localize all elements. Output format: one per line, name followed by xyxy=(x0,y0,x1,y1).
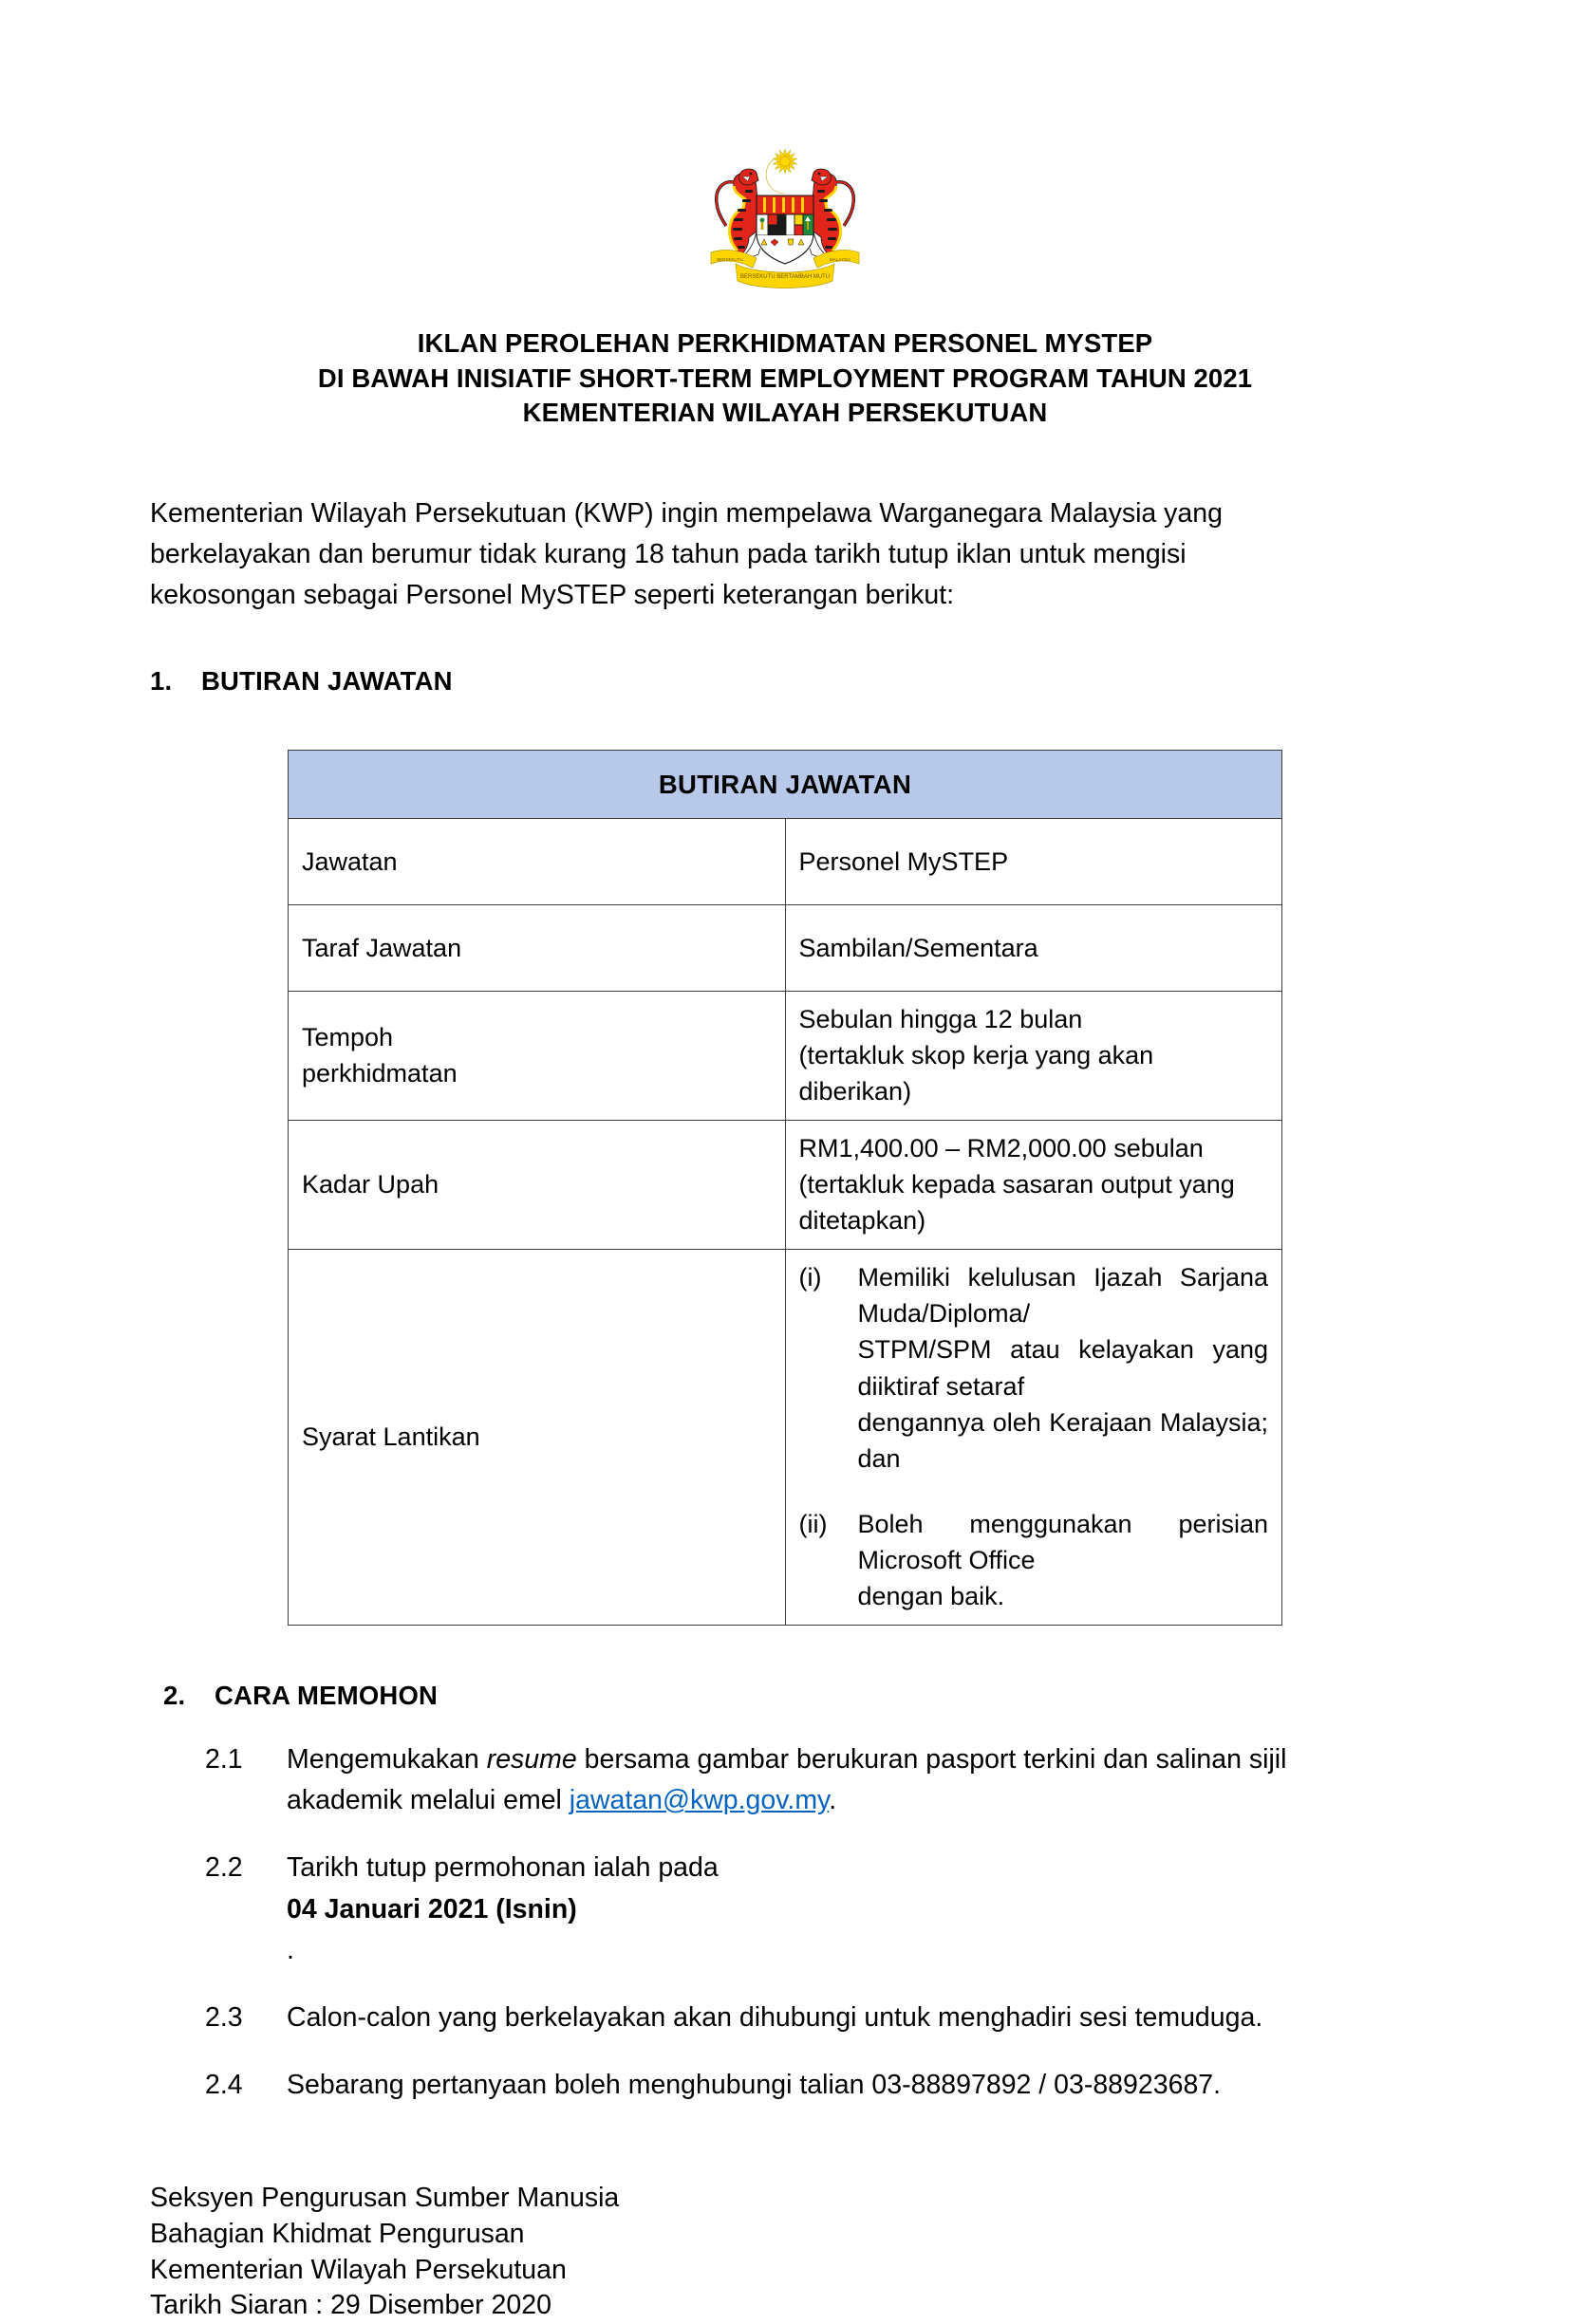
row-value-syarat-lantikan xyxy=(785,1249,1282,1625)
syarat-2-line-1: Boleh menggunakan perisian Microsoft Office xyxy=(857,1509,1268,1574)
item-2-1-line-1 xyxy=(287,1739,1420,1780)
emblem-container xyxy=(150,0,1420,292)
footer-line-3: Kementerian Wilayah Persekutuan xyxy=(150,2254,567,2285)
item-2-1-text-b: bersama gambar berukuran pasport terkini dan salinan sijil xyxy=(576,1743,1287,1775)
row-value-kadar-line-2: (tertakluk kepada sasaran output yang ditetapkan) xyxy=(798,1169,1235,1236)
item-2-2-text-b: . xyxy=(287,1934,294,1965)
title-line-1: IKLAN PEROLEHAN PERKHIDMATAN PERSONEL MYSTEP xyxy=(417,328,1153,358)
butiran-jawatan-table-container xyxy=(150,750,1420,1626)
syarat-2-line-2: dengan baik. xyxy=(857,1582,1005,1611)
row-value-taraf-jawatan: Sambilan/Sementara xyxy=(785,904,1282,991)
intro-line-2: berkelayakan dan berumur tidak kurang 18 tahun pada tarikh tutup iklan untuk mengisi xyxy=(150,539,1187,569)
section-heading-cara-memohon xyxy=(150,1681,1420,1711)
table-row xyxy=(289,904,1282,991)
syarat-1-line-2: STPM/SPM atau kelayakan yang diiktiraf setaraf xyxy=(857,1335,1268,1401)
title-line-3: KEMENTERIAN WILAYAH PERSEKUTUAN xyxy=(522,398,1048,428)
section-1-label: BUTIRAN JAWATAN xyxy=(201,665,453,696)
title-line-2: DI BAWAH INISIATIF SHORT-TERM EMPLOYMENT PROGRAM TAHUN 2021 xyxy=(317,363,1253,393)
item-2-1-line2-b: . xyxy=(829,1784,837,1815)
item-2-1-line2-a: akademik melalui emel xyxy=(287,1784,570,1815)
item-2-1-resume-word: resume xyxy=(486,1743,577,1775)
row-label-jawatan: Jawatan xyxy=(289,818,786,904)
row-value-tempoh-line-2: (tertakluk skop kerja yang akan diberikan) xyxy=(798,1041,1154,1106)
table-header-cell: BUTIRAN JAWATAN xyxy=(289,750,1282,818)
row-value-kadar-line-1: RM1,400.00 – RM2,000.00 sebulan xyxy=(798,1133,1204,1162)
table-row xyxy=(289,1249,1282,1625)
syarat-item xyxy=(799,1506,1269,1615)
syarat-1-line-1: Memiliki kelulusan Ijazah Sarjana Muda/Diploma/ xyxy=(857,1262,1268,1328)
row-label-syarat-lantikan: Syarat Lantikan xyxy=(289,1249,786,1625)
syarat-item-text-2 xyxy=(858,1506,1269,1615)
svg-text:MALAYSIA: MALAYSIA xyxy=(829,257,851,262)
item-2-1-line-2 xyxy=(287,1780,1420,1821)
svg-text:BERSEKUTU: BERSEKUTU xyxy=(717,257,743,262)
item-2-2-closing-date: 04 Januari 2021 (Isnin) xyxy=(287,1893,577,1924)
cara-memohon-list xyxy=(150,1739,1420,2107)
row-value-tempoh-line-1: Sebulan hingga 12 bulan xyxy=(798,1004,1083,1033)
document-footer xyxy=(150,2181,1420,2324)
footer-line-1: Seksyen Pengurusan Sumber Manusia xyxy=(150,2182,620,2213)
item-number-2-1: 2.1 xyxy=(205,1743,243,1775)
intro-line-3: kekosongan sebagai Personel MySTEP seperti keterangan berikut: xyxy=(150,580,955,611)
list-item xyxy=(205,2065,1420,2106)
table-row xyxy=(289,1120,1282,1249)
intro-paragraph xyxy=(150,493,1420,617)
section-1-number: 1. xyxy=(150,665,173,696)
row-value-tempoh-perkhidmatan xyxy=(785,991,1282,1120)
item-number-2-2: 2.2 xyxy=(205,1852,243,1884)
shield xyxy=(757,195,813,264)
row-label-tempoh-perkhidmatan xyxy=(289,991,786,1120)
syarat-1-line-3: dengannya oleh Kerajaan Malaysia; dan xyxy=(857,1407,1268,1474)
row-label-tempoh-line-1: Tempoh xyxy=(302,1022,394,1051)
item-2-2-text-a: Tarikh tutup permohonan ialah pada xyxy=(287,1852,719,1884)
item-number-2-4: 2.4 xyxy=(205,2070,243,2101)
tiger-left xyxy=(717,169,762,258)
section-heading-butiran-jawatan xyxy=(150,666,1420,697)
section-2-number: 2. xyxy=(163,1680,186,1710)
intro-line-1: Kementerian Wilayah Persekutuan (KWP) ingin mempelawa Warganegara Malaysia yang xyxy=(150,497,1223,529)
section-2-label: CARA MEMOHON xyxy=(215,1680,439,1710)
table-header-row xyxy=(289,750,1282,818)
page-title xyxy=(150,326,1420,431)
syarat-item xyxy=(799,1259,1269,1478)
jata-negara-emblem-icon xyxy=(690,140,880,292)
row-label-tempoh-line-2: perkhidmatan xyxy=(302,1059,458,1088)
table-row xyxy=(289,991,1282,1120)
tiger-right xyxy=(808,169,853,258)
row-value-jawatan: Personel MySTEP xyxy=(785,818,1282,904)
syarat-item-text-1 xyxy=(858,1259,1269,1478)
item-text-2-3: Calon-calon yang berkelayakan akan dihubungi untuk menghadiri sesi temuduga. xyxy=(287,2002,1263,2034)
list-item xyxy=(205,1848,1420,1971)
item-text-2-4: Sebarang pertanyaan boleh menghubungi talian 03-88897892 / 03-88923687. xyxy=(287,2070,1222,2101)
butiran-jawatan-table xyxy=(288,750,1282,1626)
row-label-kadar-upah: Kadar Upah xyxy=(289,1120,786,1249)
row-value-kadar-upah xyxy=(785,1120,1282,1249)
footer-line-4: Tarikh Siaran : 29 Disember 2020 xyxy=(150,2290,551,2321)
email-link[interactable]: jawatan@kwp.gov.my xyxy=(569,1784,830,1815)
syarat-list xyxy=(799,1259,1269,1615)
item-2-1-text-a: Mengemukakan xyxy=(287,1743,487,1775)
list-item xyxy=(205,1739,1420,1822)
footer-line-2: Bahagian Khidmat Pengurusan xyxy=(150,2218,525,2249)
motto-text: BERSEKUTU BERTAMBAH MUTU xyxy=(739,274,831,280)
list-item xyxy=(205,1998,1420,2038)
syarat-item-marker-1: (i) xyxy=(798,1262,822,1292)
syarat-item-marker-2: (ii) xyxy=(798,1509,828,1538)
item-text-2-1 xyxy=(287,1739,1420,1822)
item-number-2-3: 2.3 xyxy=(205,2002,243,2034)
row-label-taraf-jawatan: Taraf Jawatan xyxy=(289,904,786,991)
table-row xyxy=(289,818,1282,904)
item-text-2-2 xyxy=(287,1848,1420,1971)
